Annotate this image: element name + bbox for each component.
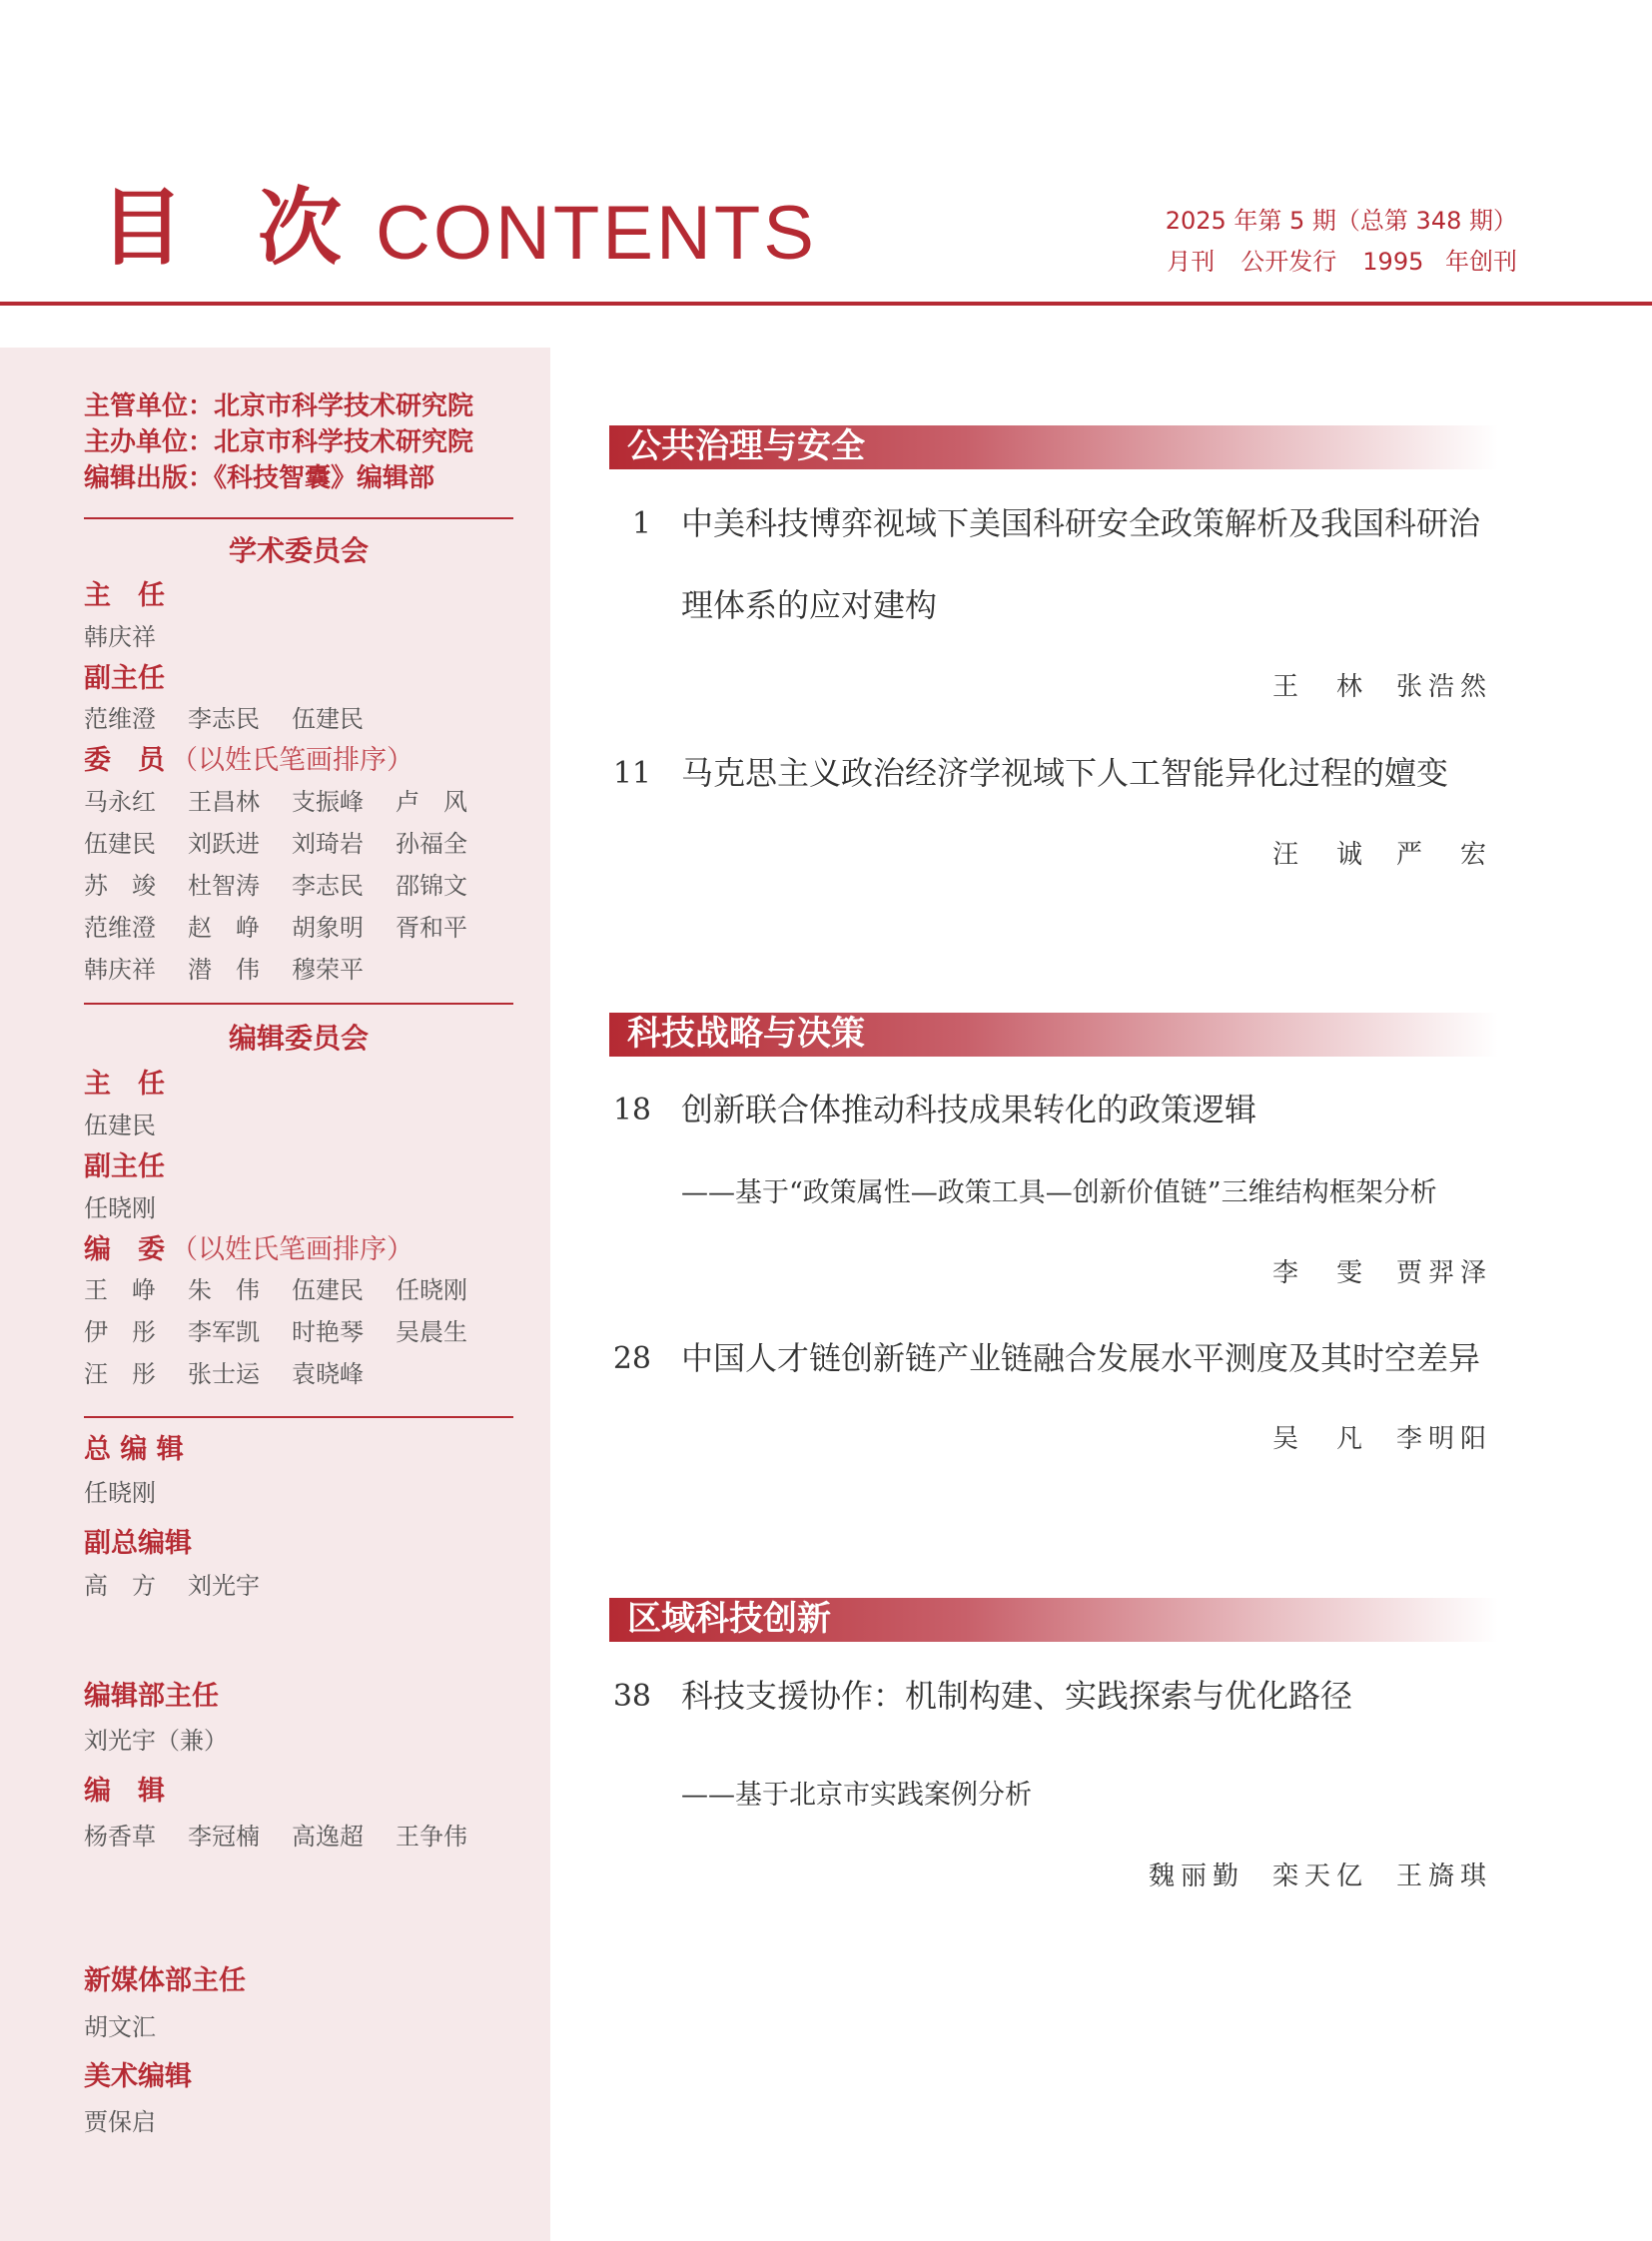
person-name: 刘光宇（兼）: [84, 1727, 228, 1755]
editorial-committee-heading: 编辑委员会: [228, 1022, 369, 1055]
person-name: 胡文汇: [84, 2013, 156, 2041]
sidebar-divider: [84, 517, 513, 519]
editorial-members-label: [84, 1236, 413, 1263]
author-name: 吴 凡: [1271, 1424, 1368, 1454]
person-name: 卢 风: [396, 788, 467, 816]
academic-members-label: [84, 747, 413, 774]
person-name: 邵锦文: [396, 872, 467, 900]
academic-deputy-names: [84, 707, 396, 731]
editors-names: [84, 1825, 499, 1849]
article-title[interactable]: 科技支援协作：机制构建、实践探索与优化路径: [681, 1677, 1353, 1715]
person-name: 任晓刚: [396, 1276, 467, 1304]
members-order-note: （以姓氏笔画排序）: [171, 745, 413, 776]
person-name: 胥和平: [396, 914, 467, 942]
person-name: 赵 峥: [188, 914, 260, 942]
editorial-deputy-label: 副主任: [84, 1151, 165, 1182]
person-name: 王争伟: [396, 1823, 467, 1851]
publisher-unit: 编辑出版：《科技智囊》编辑部: [84, 463, 435, 493]
new-media-director-names: [84, 2015, 188, 2039]
issue-number: 2025 年第 5 期（总第 348 期）: [1165, 207, 1517, 235]
author-name: 栾天亿: [1271, 1862, 1368, 1891]
person-name: 任晓刚: [84, 1479, 156, 1507]
issue-frequency: 月刊: [1167, 248, 1216, 276]
person-name: 韩庆祥: [84, 956, 156, 984]
person-name: 高 方: [84, 1572, 156, 1600]
academic-members-row: [84, 958, 396, 982]
editorial-members-row: [84, 1362, 396, 1386]
person-name: 刘光宇: [188, 1572, 260, 1600]
section-header: [609, 425, 1498, 469]
academic-director-names: [84, 625, 188, 649]
article-page-number: 1: [631, 506, 651, 541]
sponsor-unit: 主办单位：北京市科学技术研究院: [84, 427, 474, 457]
article-subtitle: ——基于“政策属性—政策工具—创新价值链”三维结构框架分析: [681, 1177, 1437, 1208]
person-name: 李冠楠: [188, 1823, 260, 1851]
page-title-ci: 次: [258, 179, 343, 277]
academic-members-row: [84, 874, 499, 898]
art-editor-names: [84, 2110, 188, 2134]
new-media-director-label: 新媒体部主任: [84, 1965, 246, 1996]
article-authors: [1272, 674, 1492, 700]
section-title: 区域科技创新: [627, 1599, 831, 1639]
author-name: 张浩然: [1395, 672, 1492, 702]
issue-meta: [1167, 250, 1517, 274]
person-name: 朱 伟: [188, 1276, 260, 1304]
sidebar-divider: [84, 1003, 513, 1005]
academic-members-row: [84, 832, 499, 856]
editorial-deputy-names: [84, 1196, 188, 1220]
editorial-office-director-names: [84, 1729, 228, 1753]
members-label: 委 员: [84, 745, 165, 776]
person-name: 伍建民: [84, 830, 156, 858]
editors-label: 编 辑: [84, 1776, 165, 1807]
author-name: 汪 诚: [1271, 840, 1368, 870]
person-name: 贾保启: [84, 2108, 156, 2136]
author-name: 魏丽勤: [1148, 1862, 1244, 1891]
article-title[interactable]: 中国人才链创新链产业链融合发展水平测度及其时空差异: [681, 1339, 1481, 1377]
article-title-continued[interactable]: 理体系的应对建构: [681, 586, 938, 624]
members-label: 编 委: [84, 1234, 165, 1265]
article-page-number: 18: [612, 1093, 651, 1127]
person-name: 范维澄: [84, 914, 156, 942]
section-header: [609, 1598, 1498, 1642]
article-authors: [1272, 842, 1492, 868]
author-name: 王 林: [1271, 672, 1368, 702]
person-name: 高逸超: [292, 1823, 364, 1851]
person-name: 范维澄: [84, 705, 156, 733]
person-name: 潜 伟: [188, 956, 260, 984]
section-title: 科技战略与决策: [627, 1014, 865, 1054]
deputy-editor-in-chief-names: [84, 1574, 292, 1598]
person-name: 韩庆祥: [84, 623, 156, 651]
editorial-members-row: [84, 1320, 499, 1344]
person-name: 袁晓峰: [292, 1360, 364, 1388]
person-name: 孙福全: [396, 830, 467, 858]
person-name: 吴晨生: [396, 1318, 467, 1346]
person-name: 杜智涛: [188, 872, 260, 900]
person-name: 杨香草: [84, 1823, 156, 1851]
art-editor-label: 美术编辑: [84, 2061, 192, 2092]
academic-committee-heading: 学术委员会: [228, 534, 369, 567]
page-title-mu: 目: [100, 179, 185, 277]
article-authors: [1272, 1260, 1492, 1286]
person-name: 李志民: [292, 872, 364, 900]
page-header: [0, 0, 1652, 310]
person-name: 苏 竣: [84, 872, 156, 900]
members-order-note: （以姓氏笔画排序）: [171, 1234, 413, 1265]
article-page-number: 38: [612, 1679, 651, 1714]
person-name: 胡象明: [292, 914, 364, 942]
author-name: 王旖琪: [1395, 1862, 1492, 1891]
person-name: 刘琦岩: [292, 830, 364, 858]
academic-deputy-label: 副主任: [84, 663, 165, 694]
issue-founded: 1995 年创刊: [1362, 248, 1517, 276]
person-name: 王昌林: [188, 788, 260, 816]
author-name: 李 雯: [1271, 1258, 1368, 1288]
person-name: 伍建民: [84, 1112, 156, 1139]
person-name: 李志民: [188, 705, 260, 733]
masthead-sidebar: [0, 348, 550, 2241]
person-name: 刘跃进: [188, 830, 260, 858]
supervisor-unit: 主管单位：北京市科学技术研究院: [84, 391, 474, 421]
person-name: 李军凯: [188, 1318, 260, 1346]
article-title[interactable]: 中美科技博弈视域下美国科研安全政策解析及我国科研治: [681, 504, 1481, 542]
academic-director-label: 主 任: [84, 580, 165, 611]
person-name: 支振峰: [292, 788, 364, 816]
section-header: [609, 1013, 1498, 1057]
header-divider: [0, 302, 1652, 306]
person-name: 马永红: [84, 788, 156, 816]
person-name: 伍建民: [292, 705, 364, 733]
author-name: 贾羿泽: [1395, 1258, 1492, 1288]
article-authors: [1272, 1426, 1492, 1452]
person-name: 伊 彤: [84, 1318, 156, 1346]
article-authors: [1149, 1864, 1492, 1889]
author-name: 严 宏: [1395, 840, 1492, 870]
article-page-number: 11: [612, 756, 651, 791]
person-name: 穆荣平: [292, 956, 364, 984]
editorial-director-names: [84, 1114, 188, 1137]
editorial-director-label: 主 任: [84, 1069, 165, 1100]
editor-in-chief-names: [84, 1481, 188, 1505]
article-subtitle: ——基于北京市实践案例分析: [681, 1780, 1032, 1811]
person-name: 王 峥: [84, 1276, 156, 1304]
issue-distribution: 公开发行: [1240, 248, 1337, 276]
editorial-office-director-label: 编辑部主任: [84, 1681, 219, 1712]
person-name: 任晓刚: [84, 1194, 156, 1222]
editor-in-chief-label: 总 编 辑: [84, 1434, 184, 1465]
deputy-editor-in-chief-label: 副总编辑: [84, 1528, 192, 1559]
person-name: 时艳琴: [292, 1318, 364, 1346]
article-title[interactable]: 创新联合体推动科技成果转化的政策逻辑: [681, 1091, 1257, 1128]
article-title[interactable]: 马克思主义政治经济学视域下人工智能异化过程的嬗变: [681, 754, 1449, 792]
person-name: 张士运: [188, 1360, 260, 1388]
editorial-members-row: [84, 1278, 499, 1302]
page-title-english: CONTENTS: [376, 191, 817, 276]
person-name: 汪 彤: [84, 1360, 156, 1388]
person-name: 伍建民: [292, 1276, 364, 1304]
author-name: 李明阳: [1395, 1424, 1492, 1454]
article-page-number: 28: [612, 1341, 651, 1376]
sidebar-divider: [84, 1416, 513, 1418]
section-title: 公共治理与安全: [627, 426, 865, 466]
academic-members-row: [84, 916, 499, 940]
academic-members-row: [84, 790, 499, 814]
